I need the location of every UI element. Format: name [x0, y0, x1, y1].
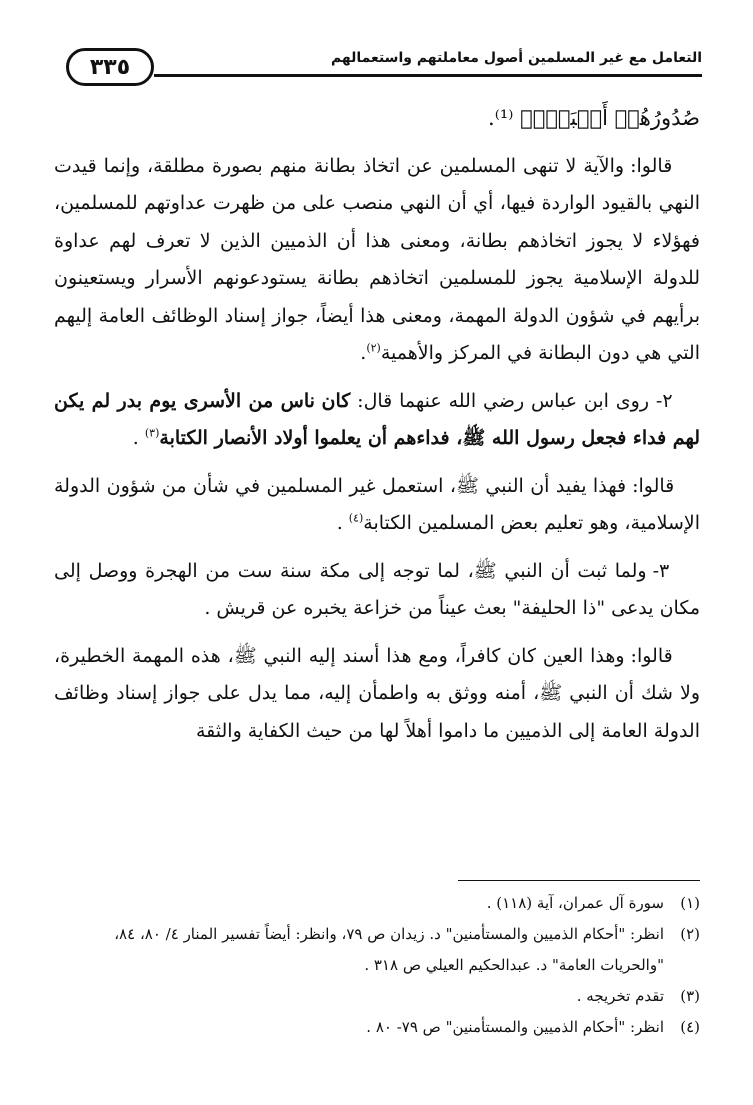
- footnote-number: (٢): [680, 925, 700, 943]
- footnote-text: انظر: "أحكام الذميين والمستأمنين" ص ٧٩- ٨٠ .: [366, 1018, 664, 1036]
- paragraph-4: [54, 553, 700, 628]
- footnote-2: [54, 919, 700, 950]
- footnote-number: (١): [680, 894, 700, 912]
- main-text: [54, 100, 700, 750]
- paragraph-1-text: قالوا: والآية لا تنهى المسلمين عن اتخاذ بطانة منهم بصورة مطلقة، وإنما قيدت النهي بالقيود الواردة فيها، أي أن النهي منصب على من ظهرت عداوتهم للمسلمين، فهؤلاء لا يجوز اتخاذهم بطانة، ومعنى هذا أن الذميين الذين لا تعرف لهم عداوة للدولة الإسلامية يجوز للمسلمين اتخاذهم بطانة يستودعونهم الأسرار ويستعينون برأيهم في شؤون الدولة المهمة، ومعنى هذا أيضاً، جواز إسناد الوظائف العامة إليهم التي هي دون البطانة في المركز والأهمية: [54, 154, 700, 364]
- quran-verse-end: صُدُورُهُمۡ أَكۡبَرُۚ﴾ ⁽¹⁾.: [488, 106, 700, 130]
- footnote-2-continuation: "والحريات العامة" د. عبدالحكيم العيلي ص ٣١٨ .: [364, 956, 664, 974]
- paragraph-3: قالوا: فهذا يفيد أن النبي ﷺ، استعمل غير المسلمين في شأن من شؤون الدولة الإسلامية، وهو تعليم بعض المسلمين الكتابة$^{(٤)}$ .: [54, 474, 700, 534]
- paragraph-5-text: قالوا: وهذا العين كان كافراً، ومع هذا أسند إليه النبي ﷺ، هذه المهمة الخطيرة، ولا شك أن النبي ﷺ، أمنه ووثق به واطمأن إليه، مما يدل على جواز إسناد وظائف الدولة العامة إلى الذميين ما داموا أهلاً لها من حيث الكفاية والثقة: [54, 644, 700, 742]
- footnote-ref-2: (٢): [366, 341, 381, 355]
- paragraph-4-text: ٣- ولما ثبت أن النبي ﷺ، لما توجه إلى مكة سنة ست من الهجرة ووصل إلى مكان يدعى "ذا الحليفة" بعث عيناً من خزاعة يخبره عن قريش .: [54, 559, 700, 619]
- header-rule: [154, 74, 702, 77]
- footnote-ref-3: (٣): [144, 426, 160, 440]
- paragraph-1: قالوا: والآية لا تنهى المسلمين عن اتخاذ بطانة منهم بصورة مطلقة، وإنما قيدت النهي بالقيود الواردة فيها، أي أن النهي منصب على من ظهرت عداوتهم للمسلمين، فهؤلاء لا يجوز اتخاذهم بطانة، ومعنى هذا أن الذميين الذين لا تعرف لهم عداوة للدولة الإسلامية يجوز للمسلمين اتخاذهم بطانة يستودعونهم الأسرار ويستعينون برأيهم في شؤون الدولة المهمة، ومعنى هذا أيضاً، جواز إسناد الوظائف العامة إليهم التي هي دون البطانة في المركز والأهمية$^{(٢)}$.: [54, 154, 700, 364]
- footnotes: [54, 888, 700, 1043]
- footnote-3: [54, 981, 700, 1012]
- footnote-separator: [458, 880, 700, 881]
- paragraph-5: [54, 638, 700, 751]
- hadith-text: كان ناس من الأسرى يوم بدر لم يكن لهم فداء فجعل رسول الله ﷺ، فداءهم أن يعلموا أولاد الأنصار الكتابة: [54, 389, 700, 449]
- footnote-1: [54, 888, 700, 919]
- footnote-number: (٣): [680, 987, 700, 1005]
- paragraph-3-text: قالوا: فهذا يفيد أن النبي ﷺ، استعمل غير المسلمين في شأن من شؤون الدولة الإسلامية، وهو تعليم بعض المسلمين الكتابة: [54, 474, 700, 534]
- footnote-text: تقدم تخريجه .: [576, 987, 664, 1005]
- paragraph-2: ٢- روى ابن عباس رضي الله عنهما قال: كان ناس من الأسرى يوم بدر لم يكن لهم فداء فجعل رسول الله ﷺ، فداءهم أن يعلموا أولاد الأنصار الكتابة$^{(٣)}$ .: [54, 389, 700, 449]
- footnote-4: [54, 1012, 700, 1043]
- running-header: [62, 46, 702, 92]
- header-title: التعامل مع غير المسلمين أصول معاملتهم واستعمالهم: [330, 50, 702, 66]
- page-number: ٣٣٥: [66, 48, 154, 86]
- footnote-text: سورة آل عمران، آية (١١٨) .: [486, 894, 664, 912]
- footnote-ref-4: (٤): [348, 511, 364, 525]
- footnote-number: (٤): [680, 1018, 700, 1036]
- footnote-text: انظر: "أحكام الذميين والمستأمنين" د. زيدان ص ٧٩، وانظر: أيضاً تفسير المنار ٤/ ٨٠، ٨٤،: [114, 925, 664, 943]
- paragraph-2-intro: ٢- روى ابن عباس رضي الله عنهما قال:: [350, 389, 673, 412]
